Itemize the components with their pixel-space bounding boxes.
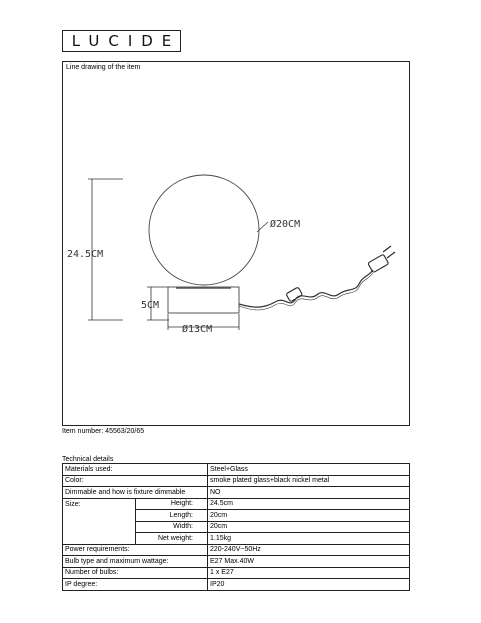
spec-label: Dimmable and how is fixture dimmable xyxy=(63,487,208,499)
spec-value: smoke plated glass+black nickel metal xyxy=(208,475,410,487)
spec-sublabel: Length: xyxy=(135,510,208,522)
spec-value: E27 Max.40W xyxy=(208,556,410,568)
technical-details-title: Technical details xyxy=(62,456,114,463)
line-drawing-frame xyxy=(62,61,410,426)
spec-label: Size: xyxy=(63,498,136,510)
spec-value: 1 x E27 xyxy=(208,567,410,579)
spec-label: IP degree: xyxy=(63,579,208,591)
lamp-line-drawing xyxy=(63,62,409,425)
table-row xyxy=(63,544,410,556)
glass-globe xyxy=(149,175,259,285)
spec-label: Color: xyxy=(63,475,208,487)
table-row xyxy=(63,498,410,510)
item-number: Item number: 45563/20/65 xyxy=(62,428,145,435)
table-row xyxy=(63,475,410,487)
spec-value: Steel+Glass xyxy=(208,464,410,476)
spec-label: Materials used: xyxy=(63,464,208,476)
spec-value: 1.15kg xyxy=(208,533,410,545)
table-row xyxy=(63,556,410,568)
spec-value: 20cm xyxy=(208,521,410,533)
power-plug xyxy=(368,246,395,273)
table-row xyxy=(63,510,410,522)
height-dimension-label: 24.5CM xyxy=(67,249,104,260)
spec-value: 24.5cm xyxy=(208,498,410,510)
spec-sublabel: Height: xyxy=(135,498,208,510)
table-row xyxy=(63,533,410,545)
base-diameter-label: Ø13CM xyxy=(182,324,213,335)
spec-value: NO xyxy=(208,487,410,499)
spec-label: Bulb type and maximum wattage: xyxy=(63,556,208,568)
spec-value: 20cm xyxy=(208,510,410,522)
spec-value: 220-240V~50Hz xyxy=(208,544,410,556)
spec-value: IP20 xyxy=(208,579,410,591)
spec-label: Power requirements: xyxy=(63,544,208,556)
spec-label xyxy=(63,533,136,545)
line-drawing-title: Line drawing of the item xyxy=(66,64,141,71)
cable-switch xyxy=(286,287,303,302)
brand-logo-text: LUCIDE xyxy=(71,31,181,50)
table-row xyxy=(63,579,410,591)
base-height-label: 5CM xyxy=(141,300,160,311)
spec-sublabel: Width: xyxy=(135,521,208,533)
spec-sublabel: Net weight: xyxy=(135,533,208,545)
table-row xyxy=(63,567,410,579)
spec-label: Number of bulbs: xyxy=(63,567,208,579)
table-row xyxy=(63,464,410,476)
spec-label xyxy=(63,521,136,533)
metal-base xyxy=(168,287,239,313)
technical-details-table xyxy=(62,463,410,591)
power-cable xyxy=(239,270,373,307)
table-row xyxy=(63,487,410,499)
table-row xyxy=(63,521,410,533)
globe-diameter-label: Ø20CM xyxy=(270,219,301,230)
brand-logo xyxy=(62,30,181,52)
spec-label xyxy=(63,510,136,522)
